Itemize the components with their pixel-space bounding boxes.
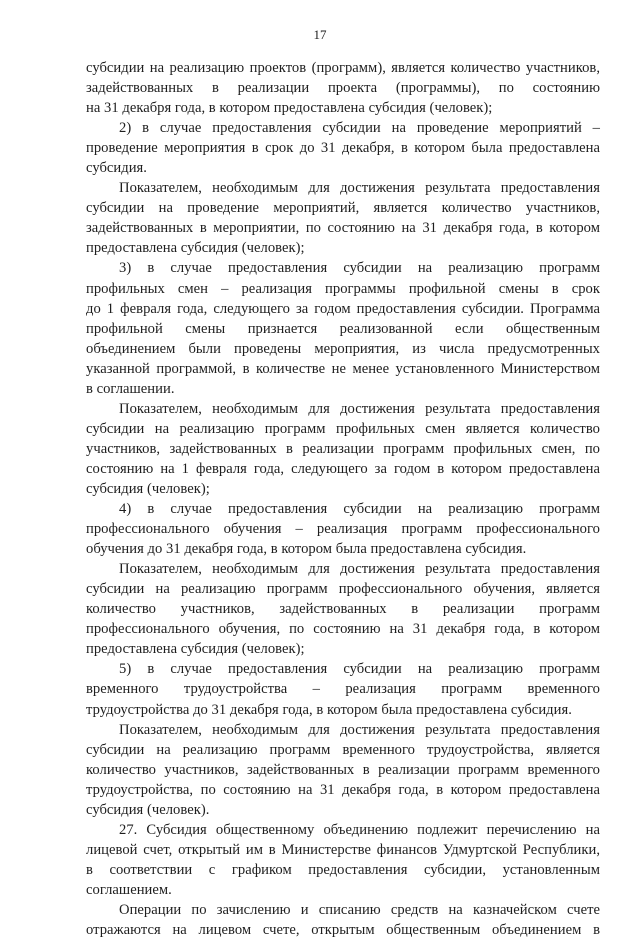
text-line: количество участников, задействованных в реализации программ [86, 601, 600, 618]
text-line: Показателем, необходимым для достижения результата предоставления [119, 180, 600, 197]
text-line: отражаются на лицевом счете, открытым общественным объединением в [86, 922, 600, 939]
text-line: субсидии на проведение мероприятий, является количество участников, [86, 200, 600, 217]
text-line: 4) в случае предоставления субсидии на реализацию программ [119, 501, 600, 518]
text-line: количество участников, задействованных в реализации программ временного [86, 761, 600, 778]
text-line: проведение мероприятия в срок до 31 декабря, в котором была предоставлена [86, 140, 600, 157]
text-line: субсидии на реализацию программ временного трудоустройства, является [86, 741, 600, 758]
text-line: 27. Субсидия общественному объединению подлежит перечислению на [119, 821, 600, 838]
text-line: предоставлена субсидия (человек); [86, 641, 305, 658]
text-line: Показателем, необходимым для достижения результата предоставления [119, 561, 600, 578]
text-line: объединением были проведены мероприятия, из числа предусмотренных [86, 340, 600, 357]
text-line: субсидия. [86, 160, 147, 177]
text-line: трудоустройства до 31 декабря года, в котором была предоставлена субсидия. [86, 701, 572, 718]
text-line: профессионального обучения – реализация программ профессионального [86, 521, 600, 538]
text-line: Операции по зачислению и списанию средств на казначейском счете [119, 901, 600, 918]
text-line: обучения до 31 декабря года, в котором была предоставлена субсидия. [86, 541, 527, 558]
page-number: 17 [313, 27, 327, 42]
text-line: профильных смен – реализация программы профильной смены в срок [86, 280, 600, 297]
text-line: задействованных в мероприятии, по состоянию на 31 декабря года, в котором [86, 220, 600, 237]
text-line: Показателем, необходимым для достижения результата предоставления [119, 721, 600, 738]
text-line: трудоустройства, по состоянию на 31 декабря года, в котором предоставлена [86, 781, 600, 798]
text-line: состоянию на 1 февраля года, следующего за годом в котором предоставлена [86, 460, 600, 477]
text-line: 3) в случае предоставления субсидии на реализацию программ [119, 260, 600, 277]
text-line: указанной программой, в количестве не менее установленного Министерством [86, 360, 600, 377]
text-line: участников, задействованных в реализации программ профильных смен, по [86, 440, 600, 457]
text-line: в соглашении. [86, 380, 175, 397]
text-line: 2) в случае предоставления субсидии на проведение мероприятий – [119, 120, 600, 137]
text-line: лицевой счет, открытый им в Министерстве финансов Удмуртской Республики, [86, 841, 600, 858]
text-line: субсидия (человек); [86, 480, 210, 497]
text-line: Показателем, необходимым для достижения результата предоставления [119, 400, 600, 417]
text-line: соглашением. [86, 881, 172, 898]
text-line: на 31 декабря года, в котором предоставлена субсидия (человек); [86, 100, 493, 117]
text-line: задействованных в реализации проекта (программы), по состоянию [86, 80, 600, 97]
text-line: предоставлена субсидия (человек); [86, 240, 305, 257]
text-line: в соответствии с графиком предоставления субсидии, установленным [86, 861, 600, 878]
document-body [86, 58, 600, 940]
text-line: субсидии на реализацию программ профессионального обучения, является [86, 581, 600, 598]
text-line: профильной смены признается реализованной если общественным [86, 320, 600, 337]
text-line: временного трудоустройства – реализация программ временного [86, 681, 600, 698]
text-line: профессионального обучения, по состоянию на 31 декабря года, в котором [86, 621, 600, 638]
text-line: до 1 февраля года, следующего за годом предоставления субсидии. Программа [86, 300, 600, 317]
text-line: 5) в случае предоставления субсидии на реализацию программ [119, 661, 600, 678]
text-line: субсидии на реализацию программ профильных смен является количество [86, 420, 600, 437]
text-line: субсидии на реализацию проектов (программ), является количество участников, [86, 60, 600, 76]
text-line: субсидия (человек). [86, 801, 210, 818]
